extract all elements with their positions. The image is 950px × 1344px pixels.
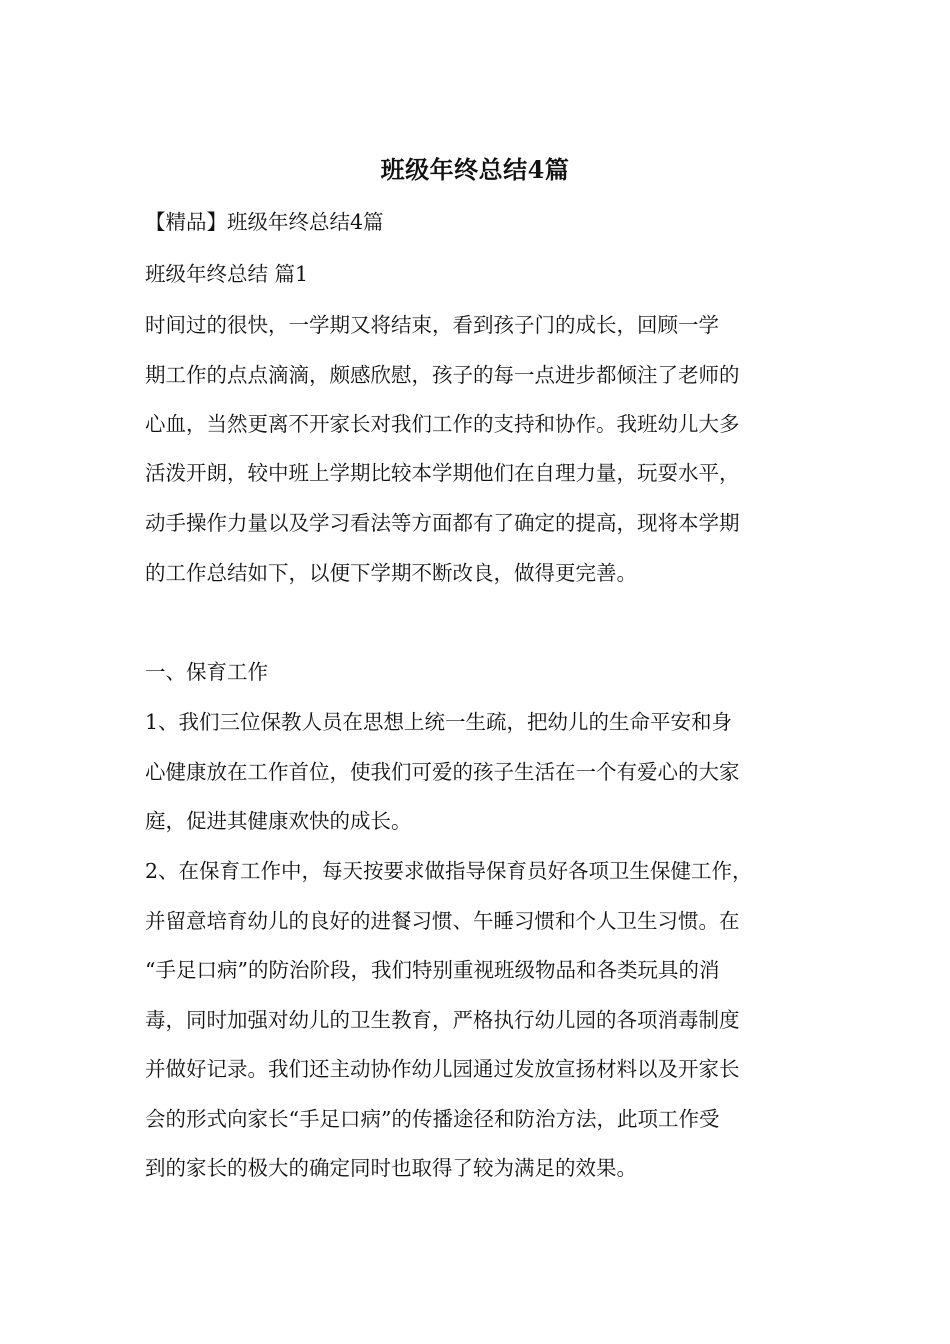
paragraph-line: 活泼开朗，较中班上学期比较本学期他们在自理力量，玩耍水平，	[145, 461, 740, 485]
paragraph-line: “手足口病”的防治阶段，我们特别重视班级物品和各类玩具的消	[145, 958, 720, 982]
paragraph-line: 动手操作力量以及学习看法等方面都有了确定的提高，现将本学期	[145, 511, 740, 535]
paragraph-line: 1、我们三位保教人员在思想上统一生疏，把幼儿的生命平安和身	[145, 710, 733, 734]
paragraph-line: 毒，同时加强对幼儿的卫生教育，严格执行幼儿园的各项消毒制度	[145, 1008, 740, 1032]
paragraph-line: 心健康放在工作首位，使我们可爱的孩子生活在一个有爱心的大家	[145, 760, 740, 784]
paragraph-line: 到的家长的极大的确定同时也取得了较为满足的效果。	[145, 1156, 637, 1180]
document-title: 班级年终总结4篇	[380, 155, 570, 184]
section-heading: 班级年终总结 篇1	[145, 262, 309, 286]
paragraph-line: 心血，当然更离不开家长对我们工作的支持和协作。我班幼儿大多	[145, 412, 740, 436]
heading-care-work: 一、保育工作	[145, 660, 268, 684]
paragraph-line: 时间过的很快，一学期又将结束，看到孩子门的成长，回顾一学	[145, 313, 719, 337]
paragraph-line: 的工作总结如下，以便下学期不断改良，做得更完善。	[145, 561, 637, 585]
paragraph-line: 庭，促进其健康欢快的成长。	[145, 809, 412, 833]
document-subtitle: 【精品】班级年终总结4篇	[145, 210, 384, 234]
paragraph-line: 2、在保育工作中，每天按要求做指导保育员好各项卫生保健工作，	[145, 859, 753, 883]
paragraph-line: 并留意培育幼儿的良好的进餐习惯、午睡习惯和个人卫生习惯。在	[145, 909, 740, 933]
paragraph-line: 期工作的点点滴滴，颇感欣慰，孩子的每一点进步都倾注了老师的	[145, 363, 740, 387]
paragraph-line: 并做好记录。我们还主动协作幼儿园通过发放宣扬材料以及开家长	[145, 1057, 740, 1081]
paragraph-line: 会的形式向家长“手足口病”的传播途径和防治方法，此项工作受	[145, 1107, 720, 1131]
